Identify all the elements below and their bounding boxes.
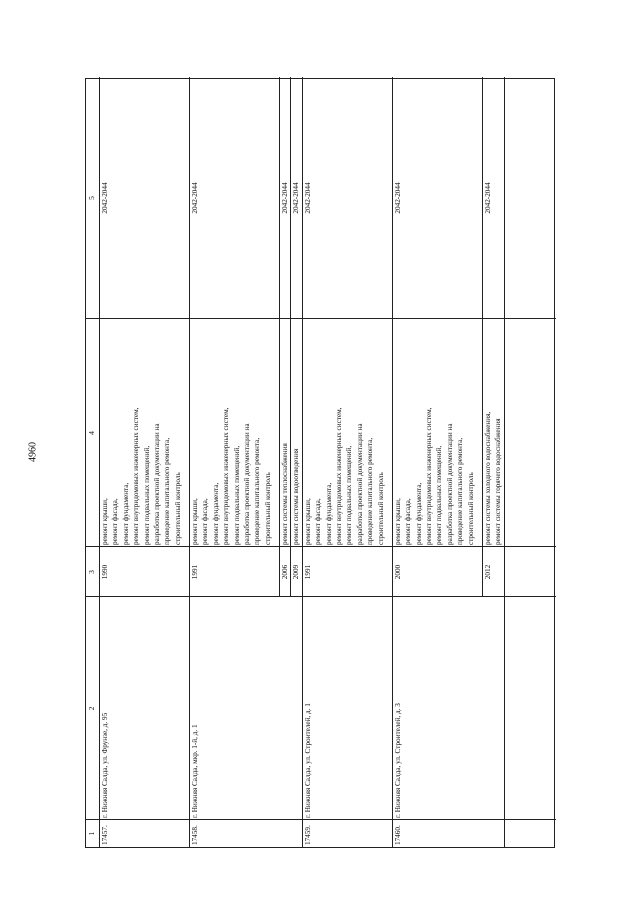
column-header-4: 4 — [87, 431, 96, 435]
work-item: ремонт крыши, — [191, 498, 199, 545]
period-cell: 2042-2044 — [483, 182, 492, 214]
year-cell: 2012 — [483, 564, 492, 580]
work-item: строительный контроль — [263, 472, 272, 545]
row-rule — [504, 77, 505, 847]
row-number: 17460. — [393, 825, 402, 845]
work-item: ремонт внутридомовых инженерных систем, — [335, 407, 344, 545]
column-rule — [86, 596, 556, 597]
year-cell: 2009 — [292, 564, 301, 580]
column-header-5: 5 — [87, 196, 96, 200]
work-item: ремонт подвальных помещений, — [232, 445, 241, 545]
column-rule — [86, 318, 556, 319]
work-item: строительный контроль — [376, 472, 385, 545]
work-item: ремонт внутридомовых инженерных систем, — [132, 407, 141, 545]
column-header-1: 1 — [87, 831, 96, 836]
page-number: 4960 — [27, 442, 39, 462]
work-item: проведение капитального ремонта, — [253, 437, 262, 545]
work-item: ремонт системы водоотведения — [292, 448, 301, 545]
row-number: 17459. — [303, 825, 312, 845]
work-list — [280, 321, 289, 545]
year-cell: 1991 — [191, 564, 199, 580]
work-item: ремонт подвальных помещений, — [435, 445, 444, 545]
address-cell: г. Нижняя Салда, ул. Строителей, д. 1 — [303, 703, 312, 818]
work-list — [100, 321, 188, 545]
period-cell: 2042-2044 — [281, 182, 289, 214]
work-list — [303, 321, 391, 545]
work-item: строительный контроль — [173, 472, 182, 545]
work-list — [291, 321, 300, 545]
address-cell: г. Нижняя Салда, ул. Фрунзе, д. 95 — [101, 712, 109, 818]
address-cell: г. Нижняя Салда, мкр. 1-й, д. 1 — [191, 724, 199, 818]
work-item: ремонт фасада, — [111, 498, 120, 545]
period-cell: 2042-2044 — [191, 182, 199, 214]
work-list — [190, 321, 278, 545]
work-item: ремонт подвальных помещений, — [345, 445, 354, 545]
work-item: проведение капитального ремонта, — [163, 437, 172, 545]
work-item: ремонт внутридомовых инженерных систем, — [222, 407, 231, 545]
row-number: 17457. — [101, 825, 109, 845]
work-item: строительный контроль — [466, 472, 475, 545]
work-item: ремонт фундамента, — [324, 482, 333, 545]
work-item: ремонт фундамента, — [121, 482, 130, 545]
period-cell: 2042-2044 — [303, 182, 312, 214]
work-item: ремонт крыши, — [303, 498, 312, 545]
work-item: ремонт фундамента, — [211, 482, 220, 545]
work-item: проведение капитального ремонта, — [456, 437, 465, 545]
year-cell: 2000 — [393, 564, 402, 580]
work-item: ремонт системы теплоснабжения — [281, 443, 289, 545]
work-item: ремонт крыши, — [101, 498, 109, 545]
work-item: ремонт системы холодного водоснабжения, — [483, 411, 492, 545]
column-header-3: 3 — [87, 570, 96, 574]
year-cell: 1990 — [101, 564, 109, 580]
work-item: проведение капитального ремонта, — [366, 437, 375, 545]
work-item: ремонт крыши, — [393, 498, 402, 545]
work-item: разработка проектной документации на — [355, 423, 364, 545]
work-item: ремонт фасада, — [201, 498, 210, 545]
work-item: разработка проектной документации на — [153, 423, 162, 545]
year-cell: 2006 — [281, 564, 289, 580]
work-list — [483, 321, 503, 545]
work-item: ремонт фасада, — [314, 498, 323, 545]
column-rule — [86, 546, 556, 547]
year-cell: 1991 — [303, 564, 312, 580]
row-number: 17458. — [191, 825, 199, 845]
period-cell: 2042-2044 — [292, 182, 301, 214]
work-item: ремонт фасада, — [404, 498, 413, 545]
work-item: ремонт фундамента, — [414, 482, 423, 545]
period-cell: 2042-2044 — [393, 182, 402, 214]
column-rule — [86, 819, 556, 820]
work-item: разработка проектной документации на — [243, 423, 252, 545]
work-item: разработка проектной документации на — [445, 423, 454, 545]
address-cell: г. Нижняя Салда, ул. Строителей, д. 3 — [393, 703, 402, 818]
period-cell: 2042-2044 — [101, 182, 109, 214]
column-header-2: 2 — [87, 706, 96, 711]
rotated-table-area — [85, 78, 555, 848]
work-item: ремонт системы горячего водоснабжения — [494, 418, 503, 545]
work-item: ремонт подвальных помещений, — [142, 445, 151, 545]
repair-schedule-table — [85, 78, 555, 848]
work-list — [393, 321, 481, 545]
work-item: ремонт внутридомовых инженерных систем, — [425, 407, 434, 545]
